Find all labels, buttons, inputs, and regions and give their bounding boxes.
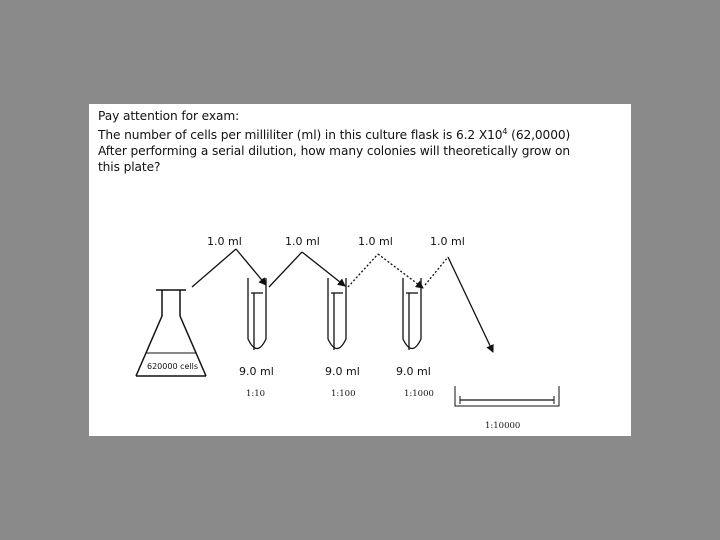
question-line-1: Pay attention for exam: (98, 109, 240, 123)
tube-volume-2: 9.0 ml (325, 365, 360, 378)
dilution-ratio-1: 1:10 (246, 389, 266, 399)
question-line-3: After performing a serial dilution, how many colonies will theoretically grow on (98, 144, 571, 159)
dilution-tube-1 (248, 278, 266, 350)
dilution-ratio-3: 1:1000 (404, 389, 434, 399)
plate-dilution-ratio: 1:10000 (485, 421, 521, 431)
dilution-ratio-2: 1:100 (331, 389, 356, 399)
flask-cell-count: 620000 cells (147, 362, 199, 371)
tube-volume-3: 9.0 ml (396, 365, 431, 378)
transfer-volume-4: 1.0 ml (430, 235, 465, 248)
dilution-tube-3 (403, 278, 421, 350)
question-line-2-suffix: (62,0000) (507, 128, 571, 143)
dilution-tube-2 (328, 278, 346, 350)
transfer-volume-2: 1.0 ml (285, 235, 320, 248)
slide (89, 104, 631, 436)
tube-volume-1: 9.0 ml (239, 365, 274, 378)
question-line-2-text: The number of cells per milliliter (ml) in this culture flask is 6.2 X10 (98, 128, 503, 143)
exponent: 4 (502, 127, 508, 136)
transfer-volume-3: 1.0 ml (358, 235, 393, 248)
question-line-4: this plate? (98, 160, 161, 175)
serial-dilution-diagram (89, 104, 631, 436)
petri-plate (455, 386, 559, 406)
transfer-volume-1: 1.0 ml (207, 235, 242, 248)
transfer-arrows (192, 249, 493, 352)
